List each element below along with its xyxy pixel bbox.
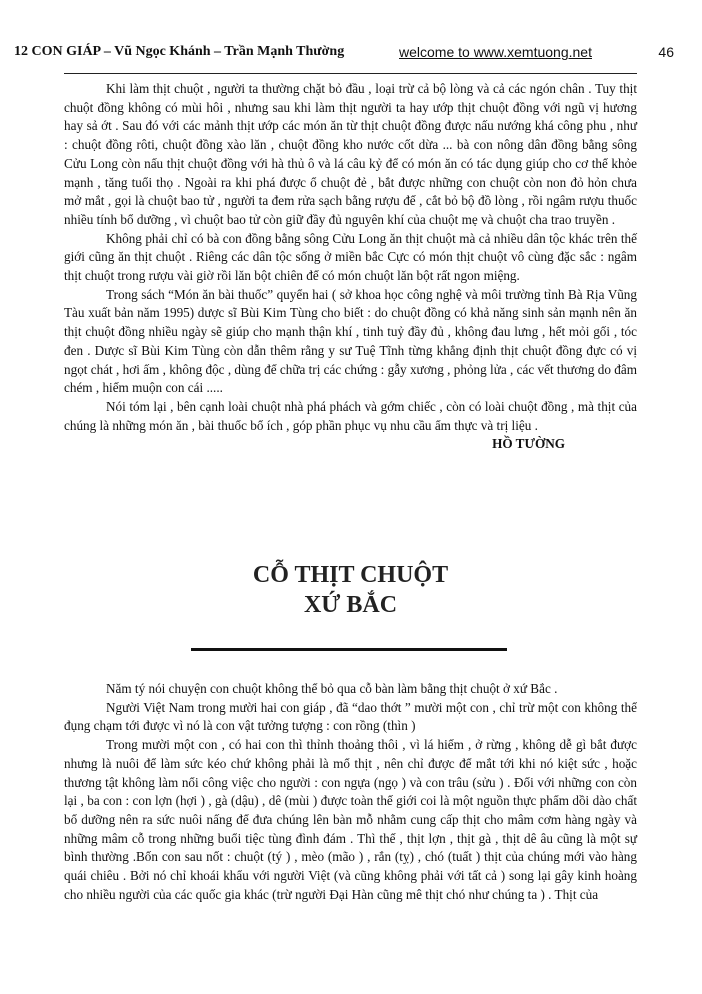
paragraph: Trong sách “Món ăn bài thuốc” quyển hai ( sở khoa học công nghệ và môi trường tỉnh Bà Rịa Vũng Tàu xuất bản năm 1995) dược sĩ Bùi Kim Tùng cho biết : do chuột đồng có khả năng sinh sản mạnh nên ăn thịt chuột đồng nhiều ngày sẽ giúp cho mạnh thận khí , tinh tuỷ đầy đủ , không đau lưng , hết mỏi gối , tóc đen . Dược sĩ Bùi Kim Tùng còn dẫn thêm rằng y sư Tuệ Tĩnh từng khẳng định thịt chuột đồng đực có vị ngọt chát , hơi ấm , không độc , dùng để chữa trị các chứng : gẫy xương , phỏng lửa , các vết thương do đâm chém , hiếm muộn con cái ..... — [64, 286, 637, 396]
title-line-2: XỨ BẮC — [303, 592, 398, 618]
paragraph: Nói tóm lại , bên cạnh loài chuột nhà phá phách và gớm chiếc , còn có loài chuột đồng , mà thịt của chúng là những món ăn , bài thuốc bổ ích , góp phần phục vụ nhu cầu ẩm thực và trị liệu . — [64, 398, 637, 433]
paragraph: Năm tý nói chuyện con chuột không thể bỏ qua cỗ bàn làm bằng thịt chuột ở xứ Bắc . — [106, 681, 558, 696]
paragraph: Người Việt Nam trong mười hai con giáp , đã “dao thớt ” mười một con , chỉ trừ một con không thể đụng chạm tới được vì nó là con vật tưởng tượng : con rồng (thìn ) — [64, 699, 637, 734]
paragraph: Khi làm thịt chuột , người ta thường chặt bỏ đầu , loại trừ cả bộ lòng và cả các ngón chân . Tuy thịt chuột đồng không có mùi hôi , nhưng sau khi làm thịt người ta hay ướp thịt chuột đồng với ngũ vị hương hay sả ớt . Sau đó với các mảnh thịt ướp các món ăn từ thịt chuột đồng được nấu nướng khá công phu , như : chuột đồng rôti, chuột đồng xào lăn , chuột đồng kho nước cốt dừa ... bà con nông dân đồng bằng sông Cửu Long còn nấu thịt chuột đồng với hà thủ ô và lá câu kỷ để có món ăn có tác dụng giúp cho cơ thể khỏe mạnh , tăng tuổi thọ . Ngoài ra khi phá được ổ chuột đẻ , bắt được những con chuột còn non đỏ hỏn chưa mở mắt , gọi là chuột bao tử , người ta đem rửa sạch bằng rượu đế , cắt bỏ bộ đồ lòng , rồi ngâm rượu thuốc nhiều tính bổ dưỡng , vì chuột bao tử còn giữ đầy đủ nguyên khí của chuột mẹ và chuột cha trao truyền . — [64, 81, 637, 227]
paragraph: Không phải chỉ có bà con đồng bằng sông Cửu Long ăn thịt chuột mà cả nhiều dân tộc khác trên thế giới cũng ăn thịt chuột . Riêng các dân tộc sống ở miền bắc Cực có món thịt chuột vô cùng đặc sắc : ngâm thịt chuột trong rượu vài giờ rồi lăn bột chiên để có món chuột lăn bột rất ngon miệng. — [64, 230, 637, 284]
page-number: 46 — [658, 44, 674, 60]
page-header — [14, 44, 674, 64]
title-line-1: CỖ THỊT CHUỘT — [252, 562, 449, 588]
book-title: 12 CON GIÁP – Vũ Ngọc Khánh – Trần Mạnh Thường — [14, 44, 345, 59]
article-author: HỒ TƯỜNG — [492, 436, 565, 452]
header-divider — [64, 73, 637, 74]
website-link[interactable]: welcome to www.xemtuong.net — [399, 44, 592, 60]
section-title — [64, 560, 637, 620]
title-divider — [191, 648, 507, 651]
paragraph: Trong mười một con , có hai con thì thỉnh thoảng thôi , vì lá hiếm , ở rừng , không dễ gì bắt được nhưng là nuôi để làm sức kéo chứ không phải là mổ thịt , nên chỉ được để mắt tới khi nó kiệt sức , hoặc thương tật không làm nổi công việc cho người : con ngựa (ngọ ) và con trâu (sửu ) . Đối với những con còn lại , ba con : con lợn (hợi ) , gà (dậu) , dê (mùi ) được toàn thế giới coi là một nguồn thực phẩm dồi dào chất bổ dưỡng nên ra sức nuôi nấng để đưa chúng lên bàn mỗ nhằm cung cấp thịt cho mâm cơm hàng ngày và những mâm cỗ trong những buổi tiệc tùng đình đám . Thì thế , thịt lợn , thịt gà , thịt dê âu cũng là một sự bình thường .Bốn con sau nốt : chuột (tý ) , mèo (mão ) , rắn (tỵ) , chó (tuất ) thịt của chúng mới vào hàng quái chiêu . Bởi nó chỉ khoái khẩu với người Việt (và cũng không phải với tất cả ) song lại gây kinh hoàng cho nhiều người của các quốc gia khác (trừ người Đại Hàn cũng mê thịt chó như chúng ta ) . Thịt của — [64, 737, 637, 902]
article-body-2 — [64, 680, 637, 904]
article-body-1 — [64, 80, 637, 454]
